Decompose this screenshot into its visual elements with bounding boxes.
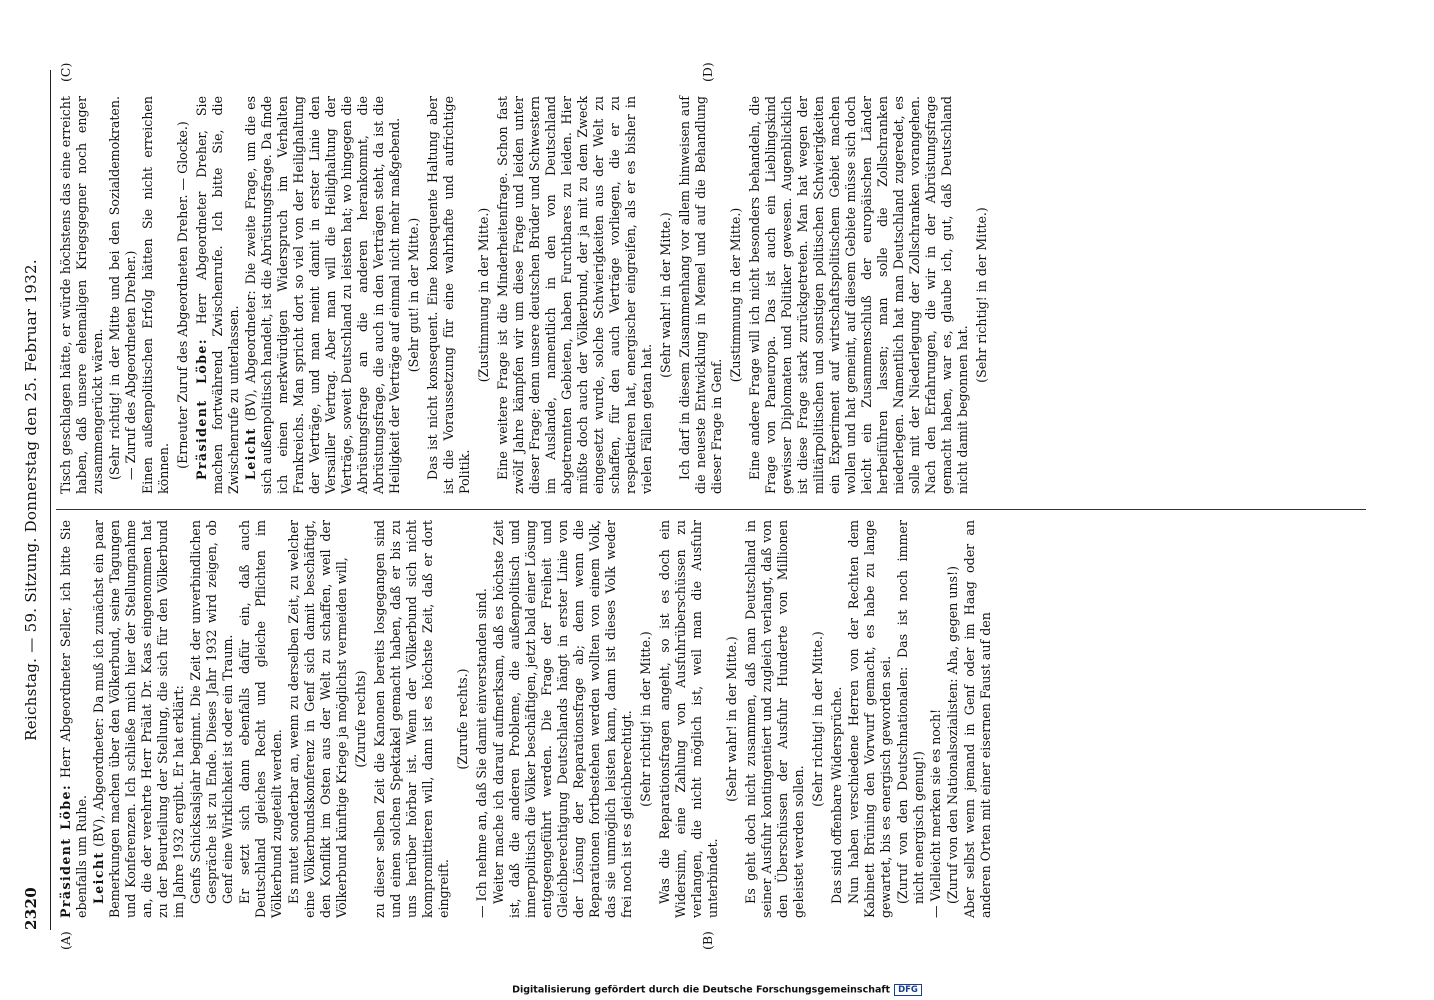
running-title: Reichstag. — 59. Sitzung. Donnerstag den 25. Februar 1932. [22, 259, 40, 741]
speaker-name: Präsident Löbe: [58, 783, 73, 918]
paragraph [657, 520, 721, 918]
left-column [58, 520, 995, 918]
paragraph [237, 520, 285, 918]
paragraph-text: Einen außenpolitischen Erfolg hätten Sie nicht erreichen können. [140, 96, 171, 494]
paragraph [243, 96, 403, 494]
paragraph-text: — Ich nehme an, daß Sie damit einverstanden sind. [474, 588, 489, 918]
paragraph-text: Eine andere Frage will ich nicht besonders behandeln, die Frage von Paneuropa. Das ist auch ein Lieblingskind gewisser Diplomaten und Politiker gewesen. Augenblicklich ist diese Frage stark zurückgetreten. Man hat wegen der militärpolitischen und sonstigen politischen Schwierigkeiten ein Experiment auf wirtschaftspolitischem Gebiet machen wollen und hat gemeint, auf diesem Gebiete müsse sich doch leicht ein Zusammenschluß der europäischen Länder herbeiführen lassen; man solle die Zollschranken niederlegen. Namentlich hat man Deutschland zugeredet, es solle mit der Niederlegung der Zollschranken vorangehen. Nach den Erfahrungen, die wir in der Abrüstungsfrage gemacht haben, war es, glaube ich, gut, daß Deutschland nicht damit begonnen hat. [747, 96, 970, 494]
footer-text: Digitalisierung gefördert durch die Deutsche Forschungsgemeinschaft [512, 984, 891, 996]
paragraph [286, 520, 350, 918]
column-divider [56, 509, 1366, 510]
paragraph [107, 96, 139, 494]
paragraph [495, 96, 655, 494]
paragraph [491, 520, 635, 918]
header-rule [50, 70, 51, 930]
right-column [58, 96, 993, 494]
paragraph-text: (Sehr wahr! in der Mitte.) [658, 212, 673, 378]
margin-letter-c: (C) [58, 62, 73, 82]
speaker-name: Präsident Löbe: [194, 338, 209, 480]
paragraph [928, 520, 944, 918]
interjection [658, 96, 674, 494]
interjection [638, 520, 654, 918]
paragraph [58, 520, 90, 918]
paragraph-text: (Zurufe rechts) [353, 670, 368, 768]
paragraph-text: (BV), Abgeordneter: Da muß ich zunächst ein paar Bemerkungen machen über den Völkerbund, seine Tagungen und Konferenzen. Ich schließe mich hier der Stellungnahme an, die der verehrte Herr Prälat Dr. Kaas eingenommen hat zu der Beurteilung der Stellung, die sich für den Völkerbund im Jahre 1932 ergibt. Er hat erklärt: [91, 520, 186, 918]
paragraph [846, 520, 894, 918]
paragraph [372, 520, 452, 918]
paragraph [895, 520, 927, 918]
margin-letter-d: (D) [700, 62, 715, 82]
digitization-footer [0, 984, 1434, 996]
paragraph-text: (Sehr richtig! in der Mitte.) [810, 631, 825, 807]
paragraph-text: Es geht doch nicht zusammen, daß man Deutschland in seiner Ausfuhr kontingentiert und zugleich verlangt, daß von den Überschüssen der Ausfuhr Hunderte von Millionen geleistet werden sollen. [743, 520, 806, 918]
margin-letter-a: (A) [58, 931, 73, 950]
interjection [476, 96, 492, 494]
paragraph-text: Herr Abgeordneter Seller, ich bitte Sie ebenfalls um Ruhe. [58, 520, 89, 918]
speaker-name: Leicht [243, 427, 258, 480]
dfg-logo: DFG [894, 984, 922, 996]
paragraph [91, 520, 187, 918]
paragraph-text: Was die Reparationsfragen angeht, so ist es doch ein Widersinn, eine Zahlung von Ausfuhrüberschüssen zu verlangen, die nicht möglich ist, weil man die Ausfuhr unterbindet. [657, 520, 720, 918]
paragraph-text: zu dieser selben Zeit die Kanonen bereits losgegangen sind und einen solchen Spektakel gemacht haben, daß er bis zu uns herüber hörbar ist. Wenn der Völkerbund sich nicht kompromittieren will, dann ist es höchste Zeit, daß er dort eingreift. [372, 520, 451, 918]
paragraph-text: (Sehr wahr! in der Mitte.) [724, 636, 739, 802]
interjection [728, 96, 744, 494]
paragraph-text: Er setzt sich dann ebenfalls dafür ein, daß auch Deutschland gleiches Recht und gleiche Pflichten im Völkerbund zugeteilt werden. [237, 520, 284, 918]
paragraph [425, 96, 473, 494]
paragraph-text: (Zustimmung in der Mitte.) [476, 207, 491, 383]
page-number: 2320 [22, 887, 40, 930]
interjection [175, 96, 191, 494]
paragraph [743, 520, 807, 918]
paragraph-text: (Zurufe rechts.) [455, 668, 470, 770]
paragraph-text: Weiter mache ich darauf aufmerksam, daß es höchste Zeit ist, daß die anderen Probleme, die außenpolitisch und innerpolitisch die Völker beschäftigen, jetzt bald einer Lösung entgegengeführt werden. Die Frage der Freiheit und Gleichberechtigung Deutschlands hängt in erster Linie von der Lösung der Reparationsfrage ab; denn wenn die Reparationen fortbestehen werden wollten von einem Volk, das sie unmöglich leisten kann, dann ist dieses Volk weder frei noch ist es gleichberechtigt. [491, 520, 634, 918]
paragraph-text: Genfs Schicksalsjahr beginnt. Die Zeit der unverbindlichen Gespräche ist zu Ende. Dieses Jahr 1932 wird zeigen, ob Genf eine Wirklichkeit ist oder ein Traum. [188, 520, 235, 904]
paragraph [945, 520, 961, 918]
interjection [353, 520, 369, 918]
paragraph-text: Herr Abgeordneter Dreher, Sie machen fortwährend Zwischenrufe. Ich bitte Sie, die Zwischenrufe zu unterlassen. [194, 96, 241, 494]
paragraph-text: Ich darf in diesem Zusammenhang vor allem hinweisen auf die neueste Entwicklung in Memel und auf die Behandlung dieser Frage in Genf. [677, 96, 724, 494]
paragraph-text: Nun haben verschiedene Herren von der Rechten dem Kabinett Brüning den Vorwurf gemacht, es habe zu lange gewartet, bis es energisch geworden sei. [846, 520, 893, 918]
paragraph [962, 520, 994, 918]
paragraph [829, 520, 845, 918]
margin-letter-b: (B) [700, 931, 715, 950]
interjection [810, 520, 826, 918]
interjection [724, 520, 740, 918]
paragraph [747, 96, 971, 494]
paragraph-text: Das sind offenbare Widersprüche. [829, 686, 844, 904]
paragraph [140, 96, 172, 494]
paragraph-text: (BV), Abgeordneter: Die zweite Frage, um die es sich außenpolitisch handelt, ist die Abrüstungsfrage. Da finde ich einen merkwürdigen Widerspruch im Verhalten Frankreichs. Man spricht dort so viel von der Heilighaltung der Verträge, und man meint damit in erster Linie den Versailler Vertrag. Aber man will die Heilighaltung der Verträge, soweit Deutschland zu leisten hat; wo hingegen die Abrüstungsfrage an die anderen herankommt, die Abrüstungsfrage, die auch in den Verträgen steht, da ist die Heiligkeit der Verträge auf einmal nicht mehr maßgebend. [243, 96, 402, 494]
paragraph-text: (Zustimmung in der Mitte.) [728, 207, 743, 383]
paragraph-text: Eine weitere Frage ist die Minderheitenfrage. Schon fast zwölf Jahre kämpfen wir um diese Frage und leiden unter dieser Frage; denn unsere deutschen Brüder und Schwestern im Auslande, namentlich in den von Deutschland abgetrennten Gebieten, haben Furchtbares zu leiden. Hier müßte doch auch der Völkerbund, der ja mit zu dem Zweck eingesetzt wurde, solche Schwierigkeiten aus der Welt zu schaffen, für den auch Verträge vorliegen, die er zu respektieren hat, energischer eingreifen, als er es bisher in vielen Fällen getan hat. [495, 96, 654, 494]
paragraph-text: Tisch geschlagen hätte, er würde höchstens das eine erreicht haben, daß unsere ehemaligen Kriegsgegner noch enger zusammengerückt wären. [58, 96, 105, 494]
paragraph-text: Es mutet sonderbar an, wenn zu derselben Zeit, zu welcher eine Völkerbundskonferenz in Genf sich damit beschäftigt, den Konflikt im Osten aus der Welt zu schaffen, weil der Völkerbund künftige Kriege ja möglichst vermeiden will, [286, 520, 349, 918]
page-header [22, 70, 46, 930]
paragraph-text: (Erneuter Zuruf des Abgeordneten Dreher. — Glocke.) [175, 121, 190, 469]
paragraph-text: (Sehr richtig! in der Mitte.) [974, 207, 989, 383]
paragraph-text: (Sehr richtig! in der Mitte und bei den Sozialdemokraten. — Zuruf des Abgeordneten Dreher.) [107, 96, 138, 480]
paragraph [188, 520, 236, 918]
interjection [974, 96, 990, 494]
paragraph-text: Aber selbst wenn jemand in Genf oder im Haag oder an anderen Orten mit einer eisernen Faust auf den [962, 520, 993, 918]
paragraph-text: (Sehr richtig! in der Mitte.) [638, 631, 653, 807]
paragraph-text: (Zuruf von den Nationalsozialisten: Aha, gegen uns!) [945, 566, 960, 904]
paragraph-text: (Zuruf von den Deutschnationalen: Das ist noch immer nicht energisch genug!) [895, 520, 926, 904]
paragraph-text: (Sehr gut! in der Mitte.) [406, 217, 421, 373]
interjection [406, 96, 422, 494]
paragraph [194, 96, 242, 494]
interjection [455, 520, 471, 918]
paragraph-text: Das ist nicht konsequent. Eine konsequente Haltung aber ist die Voraussetzung für eine wahrhafte und aufrichtige Politik. [425, 96, 472, 494]
paragraph [58, 96, 106, 494]
paragraph [677, 96, 725, 494]
paragraph-text: — Vielleicht merken sie es noch! [928, 708, 943, 918]
paragraph [474, 520, 490, 918]
speaker-name: Leicht [91, 851, 106, 904]
